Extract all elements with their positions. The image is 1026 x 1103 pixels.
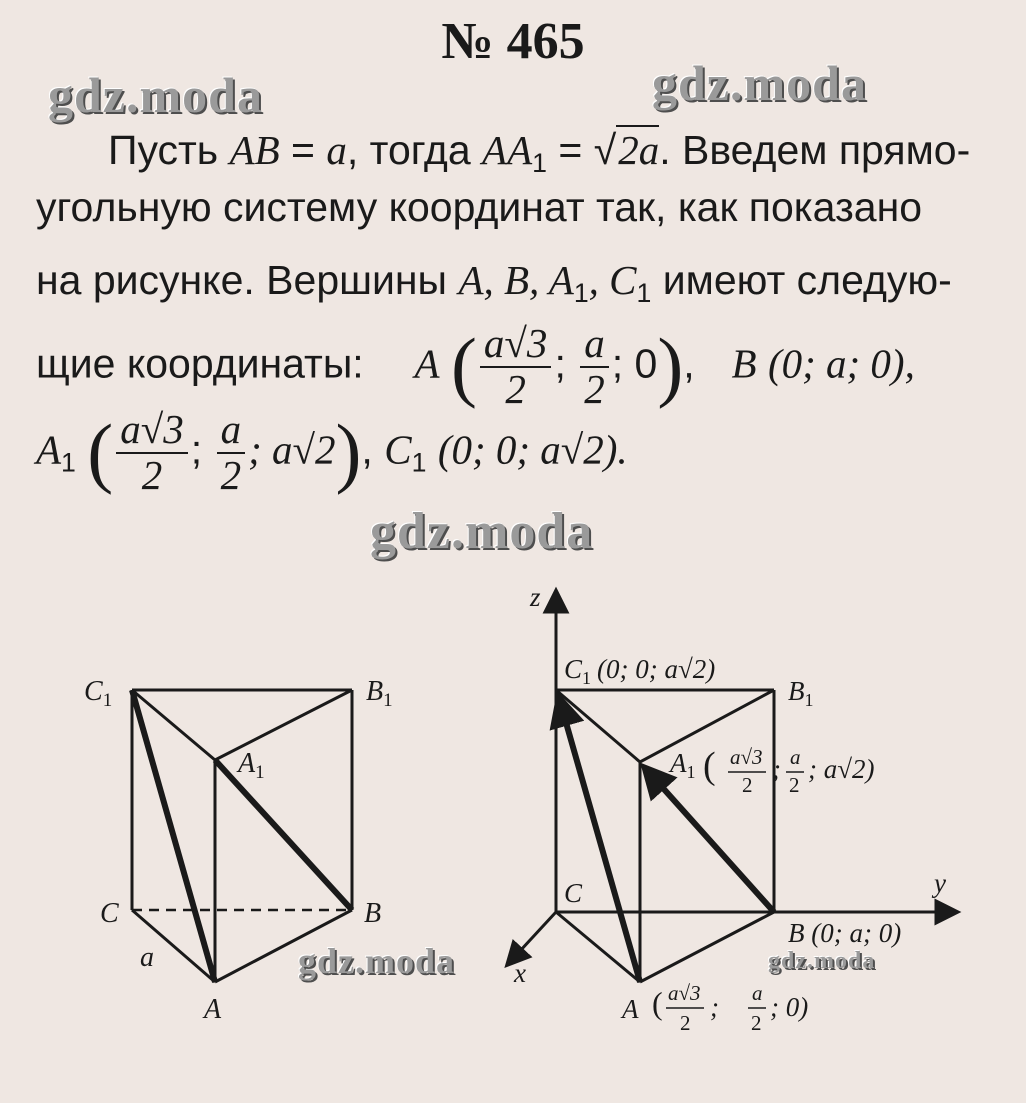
- watermark: gdz.moda: [370, 503, 594, 560]
- problem-number: № 465: [441, 13, 585, 70]
- label-axis-z: z: [530, 582, 541, 612]
- right-prism-labels: [513, 582, 946, 1035]
- label-axis-y: y: [934, 868, 946, 898]
- svg-text:a: a: [752, 981, 763, 1005]
- svg-text:(: (: [652, 985, 663, 1021]
- vector-b-a1: [645, 768, 774, 912]
- svg-text:2: 2: [789, 773, 800, 797]
- watermark: gdz.moda: [298, 941, 456, 981]
- svg-text:a: a: [790, 745, 801, 769]
- diagonal-b-a1: [215, 760, 352, 910]
- label-c: C: [564, 878, 583, 908]
- text-line-3: на рисунке. Вершины A, B, $A_1$, $C_1$ имеют следую-: [36, 257, 952, 308]
- label-a: A: [622, 994, 639, 1024]
- svg-text:A1: $A_1$: [670, 748, 696, 782]
- svg-text:a√3: a√3: [730, 745, 763, 769]
- svg-text:2: 2: [742, 773, 753, 797]
- vector-a-c1: [559, 698, 640, 982]
- text-line-4: щие координаты: A ( $\frac{a√3}{2}$ ; $\frac{a}{2}$ ; 0), B (0; a; 0),: [36, 320, 915, 412]
- axis-x: [508, 912, 556, 964]
- edge-a-b: [215, 910, 352, 982]
- left-prism-labels: [84, 676, 393, 1025]
- label-b1: $B_1$: [788, 676, 814, 710]
- svg-text:2: 2: [680, 1011, 691, 1035]
- label-c1: $C_1$ (0; 0; a√2): [564, 654, 716, 688]
- label-b: B: [364, 898, 382, 929]
- label-b1: $B_1$: [366, 676, 393, 711]
- edge-a1-b1: [215, 690, 352, 760]
- label-a1: $A_1$: [238, 748, 265, 783]
- label-a-coords: [652, 981, 808, 1035]
- svg-text:; 0): ; 0): [770, 992, 809, 1022]
- diagonal-a-c1: [132, 690, 215, 982]
- label-edge-a: a: [140, 942, 154, 973]
- svg-text:;: ;: [710, 992, 719, 1022]
- edge-a-b: [640, 912, 774, 982]
- label-c1: $C_1$: [84, 676, 113, 711]
- text-line-2: угольную систему координат так, как показано: [36, 184, 923, 230]
- svg-text:2: 2: [751, 1011, 762, 1035]
- left-prism: [132, 690, 352, 982]
- label-a: A: [204, 994, 222, 1025]
- text-line-5: $A_1$ ( $\frac{a√3}{2}$ ; $\frac{a}{2}$ ; a√2), $C_1$ (0; 0; a√2).: [36, 406, 628, 498]
- label-c: C: [100, 898, 119, 929]
- watermark: gdz.moda: [768, 948, 876, 974]
- label-b-coords: B (0; a; 0): [788, 918, 902, 948]
- svg-text:;: ;: [772, 754, 781, 784]
- label-a1-coords: [668, 745, 875, 797]
- svg-text:; a√2): ; a√2): [808, 754, 875, 784]
- watermark: gdz.moda: [652, 55, 867, 111]
- label-axis-x: x: [514, 958, 526, 988]
- svg-text:(: (: [703, 745, 716, 787]
- watermark: gdz.moda: [48, 67, 263, 123]
- text-line-1: Пусть AB = a, тогда $AA_1 = √2a$. Введем прямо-: [108, 127, 971, 178]
- svg-text:a√3: a√3: [668, 981, 701, 1005]
